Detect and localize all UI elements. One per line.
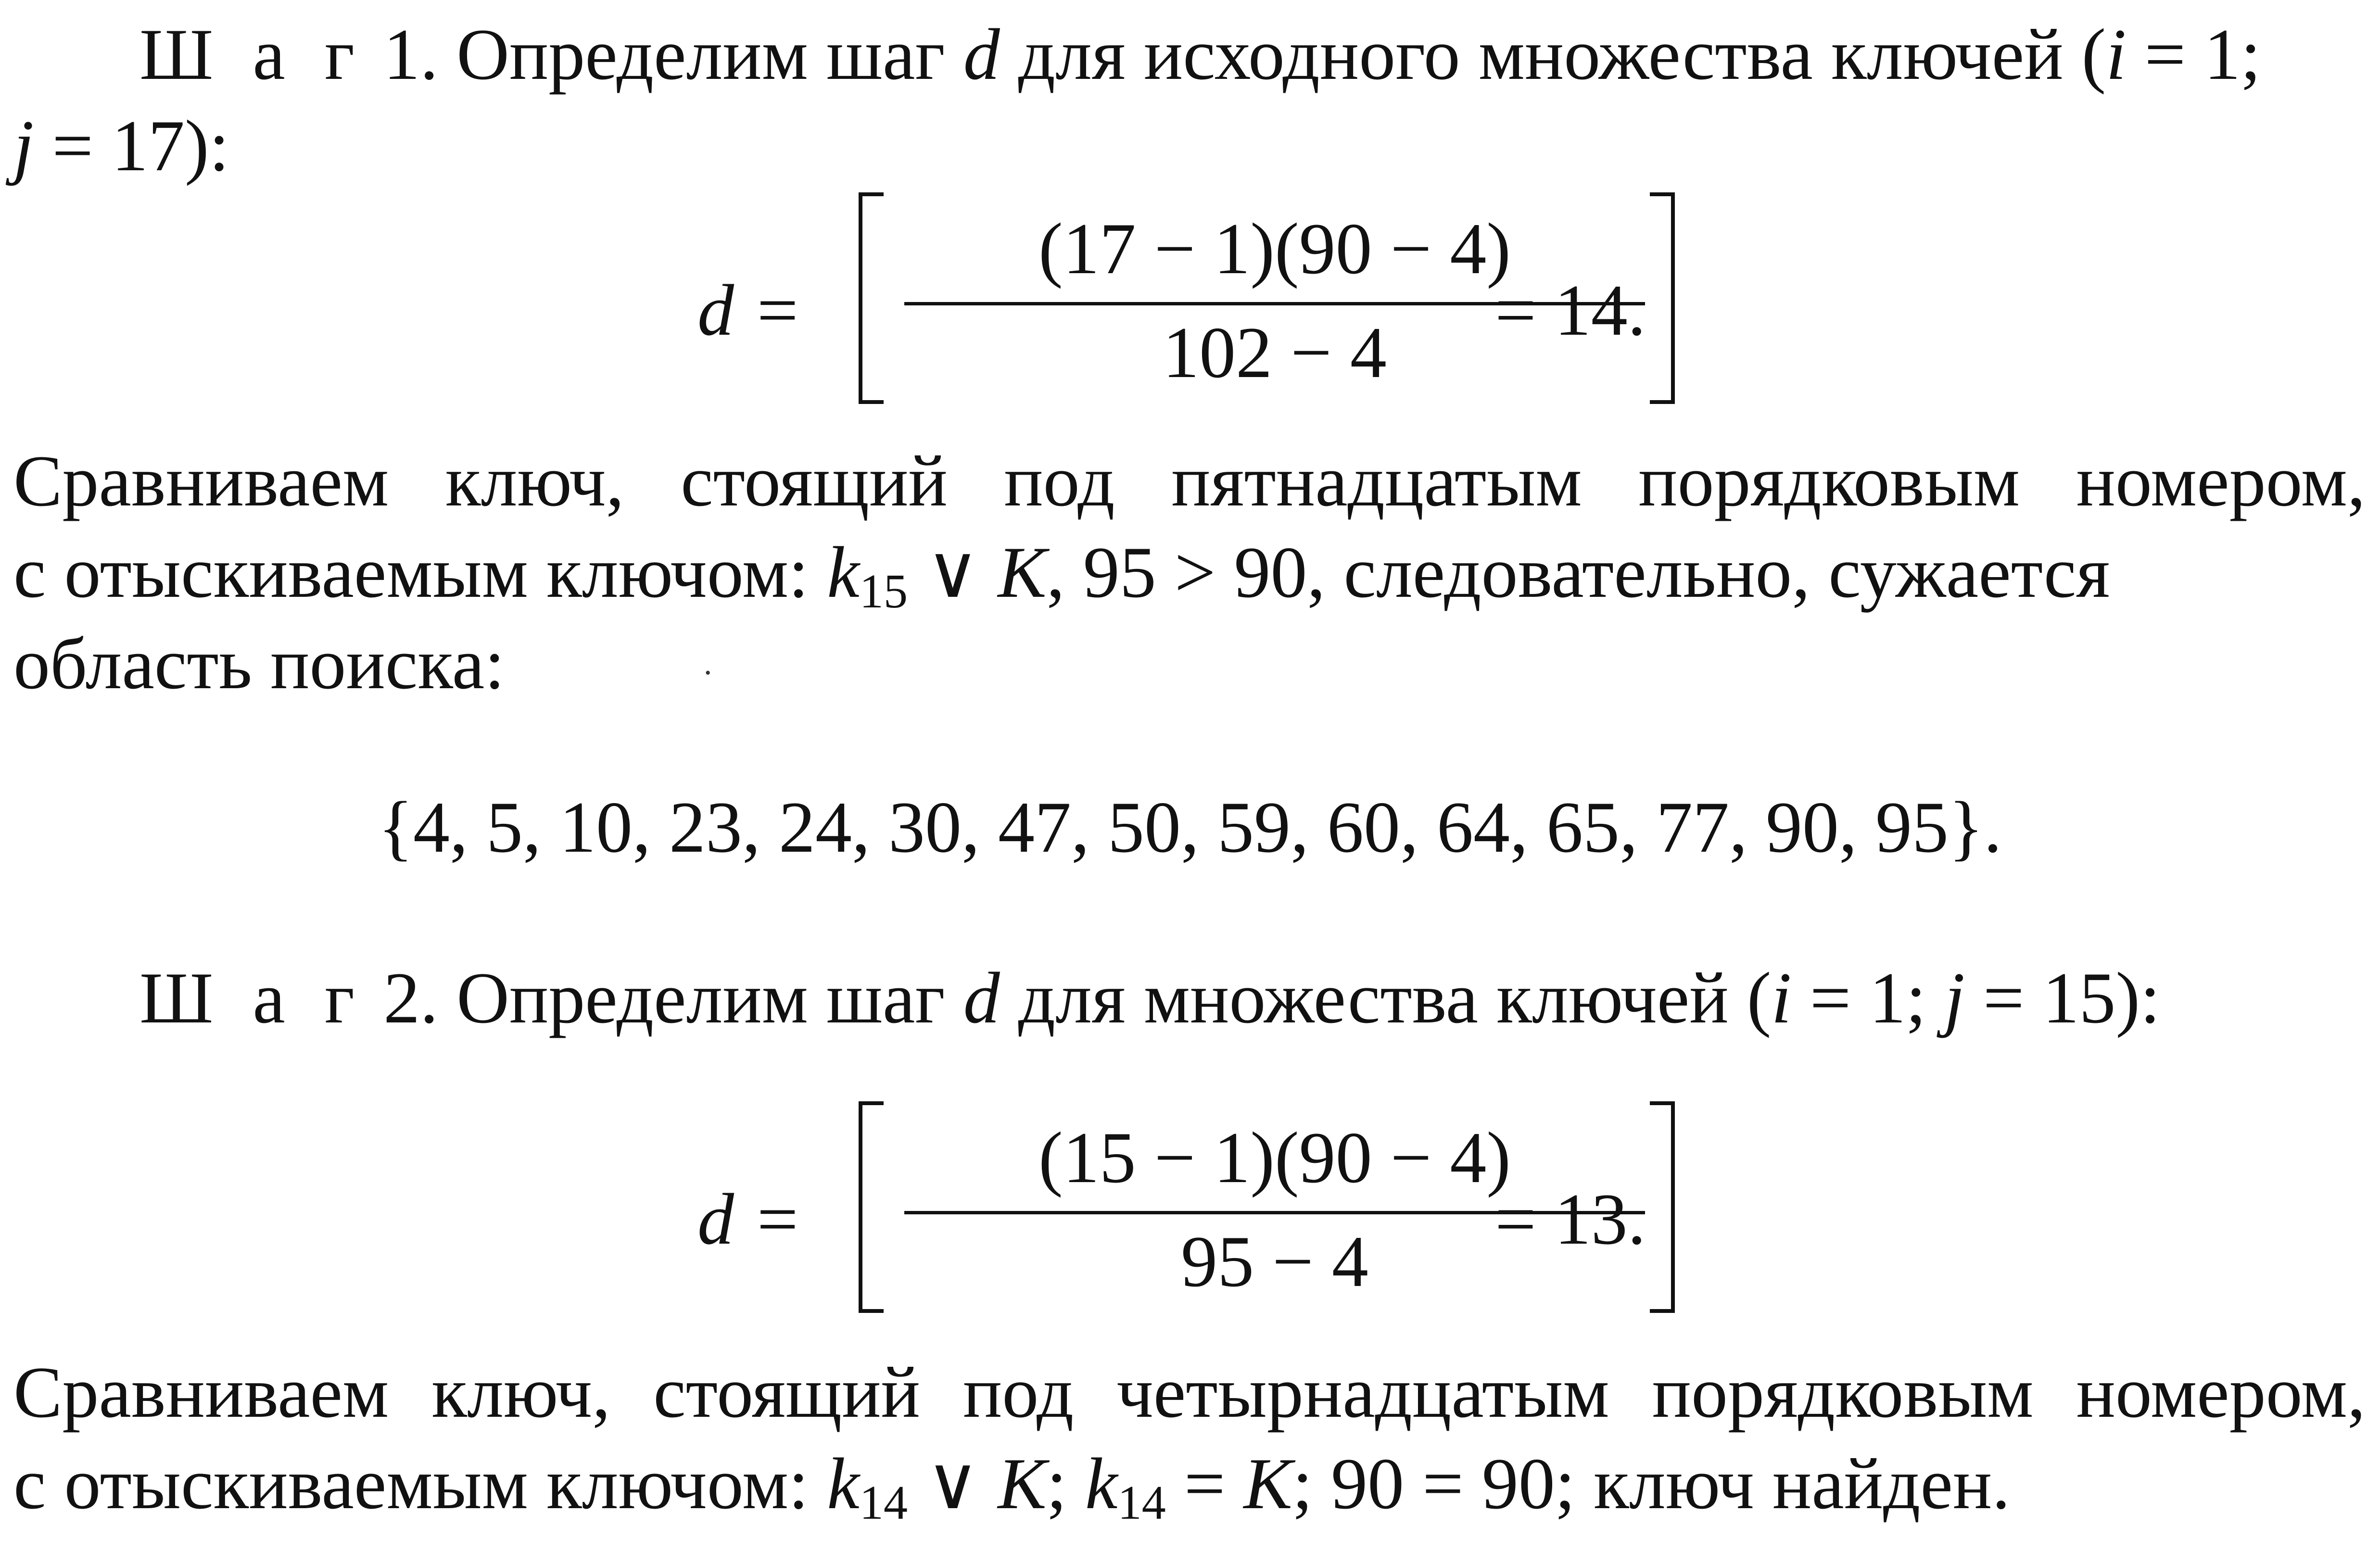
formula-numerator: (15 − 1)(90 − 4) xyxy=(1038,1117,1511,1198)
formula-numerator: (17 − 1)(90 − 4) xyxy=(1038,208,1511,289)
step1-line1: Ш а г 1. Определим шаг d для исходного множества ключей (i = 1; xyxy=(139,14,2261,95)
left-bracket xyxy=(859,1101,884,1313)
scan-speck: · xyxy=(702,655,714,692)
para2-line2: с отыскиваемым ключом: $k_{14}$ ∨ K; $k_{14} = K$; 90 = 90; ключ найден. xyxy=(13,1443,2011,1530)
right-bracket xyxy=(1650,192,1675,404)
para2-line1: Сравниваем ключ, стоящий под четырнадцатым порядковым номером, xyxy=(13,1352,2366,1433)
para1-line1: Сравниваем ключ, стоящий под пятнадцатым порядковым номером, xyxy=(13,441,2366,521)
step2-line: Ш а г 2. Определим шаг d для множества ключей (i = 1; j = 15): xyxy=(139,958,2161,1038)
formula-lhs: d = xyxy=(697,270,802,351)
right-bracket xyxy=(1650,1101,1675,1313)
step-label: Ш а г xyxy=(139,14,366,95)
formula-denominator: 102 − 4 xyxy=(1163,312,1387,393)
step-label: Ш а г xyxy=(139,958,366,1038)
para1-line3: область поиска: xyxy=(13,623,505,704)
step1-line2: j = 17): xyxy=(13,105,229,186)
formula-rhs: = 14. xyxy=(1495,270,1646,351)
key-set: {4, 5, 10, 23, 24, 30, 47, 50, 59, 60, 64, 65, 77, 90, 95}. xyxy=(378,787,2002,868)
formula-lhs: d = xyxy=(697,1179,802,1260)
formula-denominator: 95 − 4 xyxy=(1181,1221,1368,1302)
left-bracket xyxy=(859,192,884,404)
para1-line2: с отыскиваемым ключом: $k_{15}$ ∨ K, 95 > 90, следовательно, сужается xyxy=(13,532,2110,618)
formula-rhs: = 13. xyxy=(1495,1179,1646,1260)
